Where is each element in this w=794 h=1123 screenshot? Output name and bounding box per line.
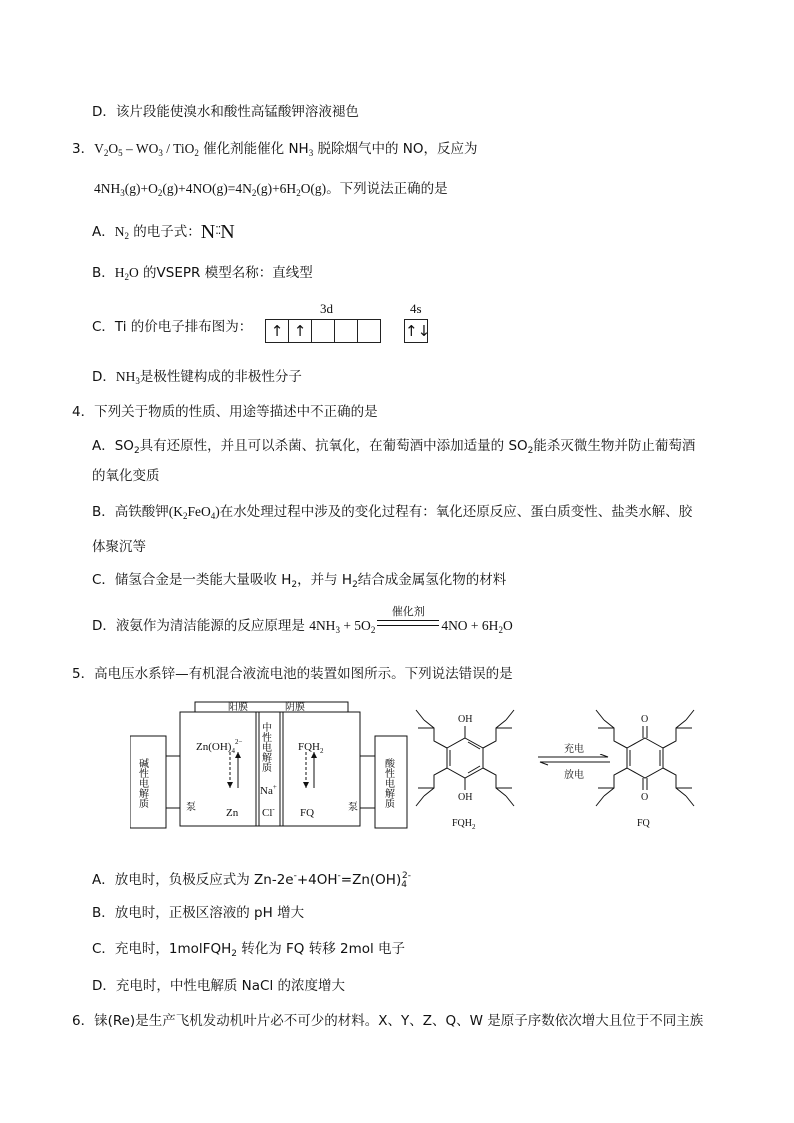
q3-option-c: C．Ti 的价电子排布图为： xyxy=(92,319,253,335)
zn-oh-label: $Zn(OH)_4^{2-}$ xyxy=(196,738,243,755)
orbital-box xyxy=(357,319,381,343)
fqh2-label: $FQH_2$ xyxy=(298,741,324,755)
q4-option-d: D．液氨作为清洁能源的反应原理是 $4NH_3 + 5O_2$ 催化剂 $4NO + 6H_2O$ xyxy=(92,605,513,635)
fqh2-structure xyxy=(410,706,520,830)
charge-label: 充电 xyxy=(564,744,584,755)
orbital-box xyxy=(311,319,335,343)
zn-label: Zn xyxy=(226,807,239,819)
fq-label: FQ xyxy=(300,807,315,819)
na-ion-label: Na+ xyxy=(260,783,277,797)
orbital-box: ↑ xyxy=(288,319,312,343)
q3-option-d: D．$NH_3$是极性键构成的非极性分子 xyxy=(92,369,302,386)
fq-o-bottom: O xyxy=(641,792,649,803)
pump-label-left: 泵 xyxy=(186,802,196,813)
q5-option-b: B．放电时，正极区溶液的 pH 增大 xyxy=(92,905,305,921)
orbital-box xyxy=(334,319,358,343)
membrane-label-anion: 阴膜 xyxy=(285,702,305,713)
q5-stem: 5．高电压水系锌—有机混合液流电池的装置如图所示。下列说法错误的是 xyxy=(72,666,513,682)
cl-ion-label: Cl- xyxy=(262,805,275,819)
fqh2-oh-bottom: OH xyxy=(458,792,473,803)
fq-o-top: O xyxy=(641,714,649,725)
membrane-label-cation: 阳膜 xyxy=(228,702,248,713)
q4-option-c: C．储氢合金是一类能大量吸收 $H_2$，并与 $H_2$结合成金属氢化物的材料 xyxy=(92,572,507,590)
q4-option-b-line1: B．高铁酸钾$(K_2FeO_4)$在水处理过程中涉及的变化过程有：氧化还原反应、蛋白质变性、盐类水解、胶 xyxy=(92,504,693,521)
q4-stem: 4．下列关于物质的性质、用途等描述中不正确的是 xyxy=(72,404,378,420)
q2-option-d: D．该片段能使溴水和酸性高锰酸钾溶液褪色 xyxy=(92,104,359,120)
catalyst-arrow: 催化剂 xyxy=(375,617,441,635)
q5-option-d: D．充电时，中性电解质 NaCl 的浓度增大 xyxy=(92,978,346,994)
fqh2-oh-top: OH xyxy=(458,714,473,725)
q5-option-a: A．放电时，负极反应式为 $Zn-2e^-+4OH^-=Zn(OH)_4^{2-}$ xyxy=(92,871,411,890)
discharge-label: 放电 xyxy=(564,770,584,781)
fqh2-caption: $FQH_2$ xyxy=(452,818,476,830)
acid-electrolyte-label: 酸性电解质 xyxy=(382,758,394,808)
q4-option-a-line2: 的氧化变质 xyxy=(92,468,160,484)
pump-label-right: 泵 xyxy=(348,802,358,813)
q3-option-a: A．$N_2$ 的电子式：N⁚⁚N xyxy=(92,221,235,243)
q5-option-c: C．充电时，1molFQH$_2$ 转化为 FQ 转移 2mol 电子 xyxy=(92,941,406,959)
q3-equation: $4NH_3(g)+O_2(g)+4NO(g)=4N_2(g)+6H_2O(g)$。下列说法正确的是 xyxy=(94,181,448,198)
fq-structure xyxy=(590,706,700,830)
flow-battery-diagram xyxy=(130,698,410,834)
orbital-box: ↑↓ xyxy=(404,319,428,343)
neutral-electrolyte-label: 中性电解质 xyxy=(259,722,271,772)
orbital-label-4s: 4s xyxy=(410,301,422,316)
orbital-box: ↑ xyxy=(265,319,289,343)
orbital-3d-boxes xyxy=(266,319,381,343)
q3-option-b: B．$H_2O$ 的VSEPR 模型名称：直线型 xyxy=(92,265,313,282)
q4-option-b-line2: 体聚沉等 xyxy=(92,539,146,555)
fq-caption: FQ xyxy=(637,818,650,829)
orbital-4s-box xyxy=(405,319,431,343)
orbital-label-3d: 3d xyxy=(320,301,333,316)
q6-stem: 6．铼(Re)是生产飞机发动机叶片必不可少的材料。X、Y、Z、Q、W 是原子序数依次增大且位于不同主族 xyxy=(72,1013,704,1029)
q3-stem: 3．$V_2O_5 - WO_3 / TiO_2$ 催化剂能催化 $NH_3$ 脱除烟气中的 NO，反应为 xyxy=(72,141,478,158)
base-electrolyte-label: 碱性电解质 xyxy=(136,758,148,808)
q4-option-a-line1: A．$SO_2$具有还原性，并且可以杀菌、抗氧化，在葡萄酒中添加适量的 $SO_2$能杀灭微生物并防止葡萄酒 xyxy=(92,438,696,456)
